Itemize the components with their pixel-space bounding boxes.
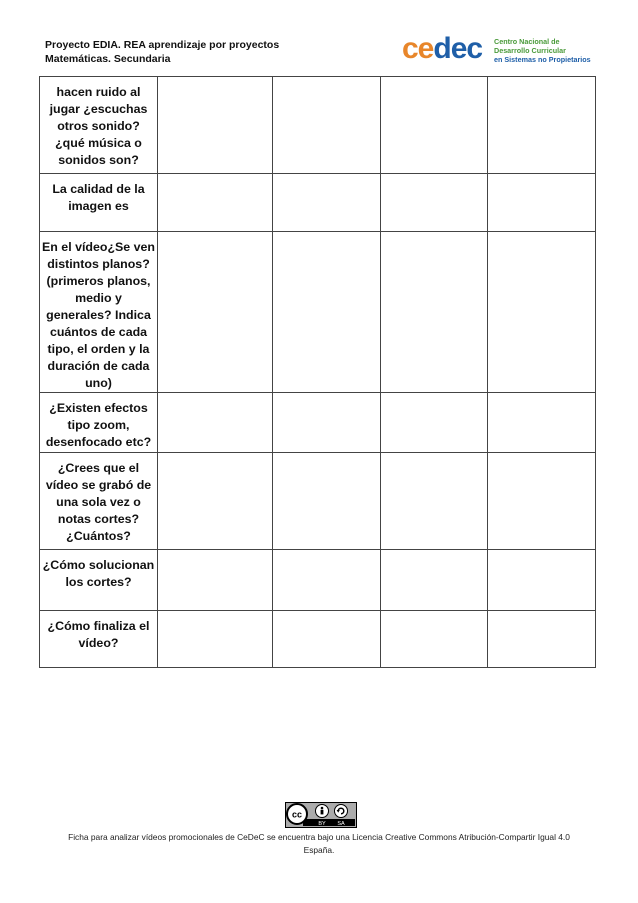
answer-cell[interactable] — [273, 232, 381, 393]
analysis-table — [39, 76, 596, 668]
answer-cell[interactable] — [273, 77, 381, 174]
document-header — [45, 38, 279, 66]
answer-cell[interactable] — [273, 453, 381, 550]
answer-cell[interactable] — [158, 550, 273, 611]
cedec-logo — [402, 32, 602, 72]
header-project-line: Proyecto EDIA. REA aprendizaje por proyectos — [45, 39, 280, 51]
by-label: BY — [318, 821, 326, 827]
answer-cell[interactable] — [488, 611, 596, 668]
answer-cell[interactable] — [158, 232, 273, 393]
question-cell: ¿Cómo finaliza el vídeo? — [40, 611, 158, 668]
answer-cell[interactable] — [381, 77, 488, 174]
cc-glyph: cc — [291, 809, 303, 820]
answer-cell[interactable] — [158, 174, 273, 232]
answer-cell[interactable] — [381, 453, 488, 550]
question-cell: La calidad de la imagen es — [40, 174, 158, 232]
answer-cell[interactable] — [158, 393, 273, 453]
answer-cell[interactable] — [158, 611, 273, 668]
question-cell: ¿Cómo solucionan los cortes? — [40, 550, 158, 611]
answer-cell[interactable] — [488, 232, 596, 393]
creative-commons-icon — [287, 804, 307, 824]
attribution-icon — [316, 805, 329, 818]
question-cell: hacen ruido al jugar ¿escuchas otros sonido? ¿qué música o sonidos son? — [40, 77, 158, 174]
table-row — [40, 611, 596, 668]
answer-cell[interactable] — [273, 550, 381, 611]
answer-cell[interactable] — [158, 77, 273, 174]
table-row — [40, 174, 596, 232]
logo-sub-line3: en Sistemas no Propietarios — [494, 55, 591, 64]
sa-label: SA — [337, 821, 345, 827]
share-alike-icon — [335, 805, 348, 818]
cedec-logo-subtitle — [494, 37, 591, 64]
answer-cell[interactable] — [381, 174, 488, 232]
table-row — [40, 393, 596, 453]
cc-by-sa-license-badge[interactable] — [285, 802, 357, 828]
answer-cell[interactable] — [488, 550, 596, 611]
answer-cell[interactable] — [381, 393, 488, 453]
question-cell: ¿Crees que el vídeo se grabó de una sola vez o notas cortes? ¿Cuántos? — [40, 453, 158, 550]
answer-cell[interactable] — [488, 174, 596, 232]
answer-cell[interactable] — [488, 453, 596, 550]
header-subject-line: Matemáticas. Secundaria — [45, 53, 171, 65]
table-row — [40, 77, 596, 174]
answer-cell[interactable] — [381, 232, 488, 393]
answer-cell[interactable] — [158, 453, 273, 550]
table-row — [40, 232, 596, 393]
logo-word-part2: dec — [433, 32, 483, 65]
answer-cell[interactable] — [273, 611, 381, 668]
answer-cell[interactable] — [381, 550, 488, 611]
logo-sub-line2: Desarrollo Curricular — [494, 46, 566, 55]
logo-word-part1: ce — [402, 32, 434, 65]
table-row — [40, 550, 596, 611]
logo-sub-line1: Centro Nacional de — [494, 37, 560, 46]
answer-cell[interactable] — [381, 611, 488, 668]
answer-cell[interactable] — [488, 393, 596, 453]
table-row — [40, 453, 596, 550]
question-cell: En el vídeo¿Se ven distintos planos? (primeros planos, medio y generales? Indica cuántos de cada tipo, el orden y la duración de cada uno) — [40, 232, 158, 393]
answer-cell[interactable] — [273, 393, 381, 453]
license-footer-text: Ficha para analizar vídeos promocionales de CeDeC se encuentra bajo una Licencia Creative Commons Atribución-Compartir Igual 4.0 España. — [68, 832, 570, 855]
cedec-logo-word — [402, 32, 482, 66]
question-cell: ¿Existen efectos tipo zoom, desenfocado etc? — [40, 393, 158, 453]
answer-cell[interactable] — [488, 77, 596, 174]
answer-cell[interactable] — [273, 174, 381, 232]
